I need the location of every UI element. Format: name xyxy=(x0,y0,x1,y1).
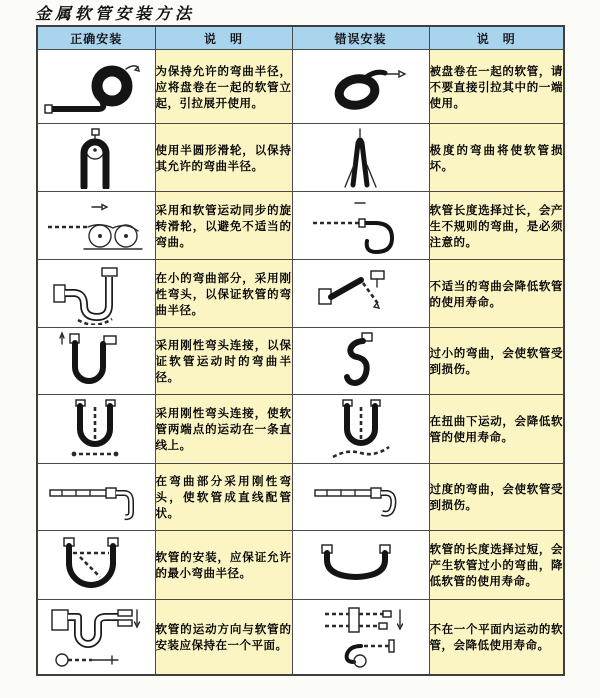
header-correct-install: 正确安装 xyxy=(37,26,155,50)
wrong-description: 被盘卷在一起的软管，请不要直接引拉其中的一端使用。 xyxy=(429,50,564,124)
correct-illustration-cell xyxy=(37,50,155,124)
correct-description: 采用刚性弯头连接，以保证软管运动时的弯曲半径。 xyxy=(155,328,292,395)
wrong-illustration-cell xyxy=(292,260,429,328)
straight-pipe-rigid-elbow-icon xyxy=(40,466,152,528)
correct-illustration-cell xyxy=(37,124,155,192)
overlong-hose-irregular-loop-icon xyxy=(305,195,417,257)
wrong-description: 软管长度选择过长，会产生不规则的弯曲，是必须注意的。 xyxy=(429,192,564,260)
installation-method-table xyxy=(36,25,565,676)
table-row xyxy=(37,260,564,328)
deep-u-minimum-bend-radius-icon xyxy=(40,533,152,597)
wrong-illustration-cell xyxy=(292,50,429,124)
straight-pipe-overbent-elbow-icon xyxy=(305,466,417,528)
correct-illustration-cell xyxy=(37,464,155,531)
wrong-illustration-cell xyxy=(292,395,429,464)
wrong-illustration-cell xyxy=(292,192,429,260)
correct-description: 采用刚性弯头连接，使软管两端点的运动在一条直线上。 xyxy=(155,395,292,464)
wrong-description: 过度的弯曲，会使软管受到损伤。 xyxy=(429,464,564,531)
correct-description: 在小的弯曲部分，采用刚性弯头，以保证软管的弯曲半径。 xyxy=(155,260,292,328)
table-row xyxy=(37,328,564,395)
rigid-elbow-u-connection-icon xyxy=(40,330,152,392)
table-row xyxy=(37,395,564,464)
correct-illustration-cell xyxy=(37,600,155,676)
wrong-illustration-cell xyxy=(292,464,429,531)
wrong-description: 不在一个平面内运动的软管，会降低使用寿命。 xyxy=(429,600,564,676)
correct-illustration-cell xyxy=(37,260,155,328)
table-row xyxy=(37,464,564,531)
too-small-bend-hook-icon xyxy=(305,330,417,392)
too-short-shallow-u-icon xyxy=(305,533,417,597)
correct-description: 使用半圆形滑轮，以保持其允许的弯曲半径。 xyxy=(155,124,292,192)
flat-coil-pulled-hose-icon xyxy=(305,54,417,120)
wrong-description: 不适当的弯曲会降低软管的使用寿命。 xyxy=(429,260,564,328)
extreme-sharp-bend-hose-icon xyxy=(305,127,417,189)
u-hose-ends-aligned-icon xyxy=(40,397,152,461)
standing-coil-hose-icon xyxy=(40,54,152,120)
out-of-plane-motion-hose-icon xyxy=(305,602,417,672)
hose-over-semicircular-pulley-icon xyxy=(40,127,152,189)
improper-angled-bend-icon xyxy=(305,263,417,325)
table-header-row xyxy=(37,26,564,50)
rigid-elbow-small-bend-icon xyxy=(40,263,152,325)
correct-illustration-cell xyxy=(37,531,155,600)
trap-pipe-same-plane-icon xyxy=(40,602,152,672)
wrong-illustration-cell xyxy=(292,124,429,192)
wrong-description: 在扭曲下运动，会降低软管的使用寿命。 xyxy=(429,395,564,464)
table-row xyxy=(37,531,564,600)
correct-description: 在弯曲部分采用刚性弯头，使软管成直线配管状。 xyxy=(155,464,292,531)
synchronized-rotating-pulleys-icon xyxy=(40,195,152,257)
u-hose-twisted-motion-icon xyxy=(305,397,417,461)
wrong-description: 极度的弯曲将使软管损坏。 xyxy=(429,124,564,192)
correct-illustration-cell xyxy=(37,328,155,395)
header-description-1: 说 明 xyxy=(155,26,292,50)
correct-description: 为保持允许的弯曲半径，应将盘卷在一起的软管立起，引拉展开使用。 xyxy=(155,50,292,124)
wrong-description: 过小的弯曲，会使软管受到损伤。 xyxy=(429,328,564,395)
correct-description: 软管的运动方向与软管的安装应保持在一个平面。 xyxy=(155,600,292,676)
table-row xyxy=(37,124,564,192)
table-row xyxy=(37,192,564,260)
correct-description: 采用和软管运动同步的旋转滑轮，以避免不适当的弯曲。 xyxy=(155,192,292,260)
correct-illustration-cell xyxy=(37,395,155,464)
page-title: 金属软管安装方法 xyxy=(35,4,196,23)
correct-illustration-cell xyxy=(37,192,155,260)
table-row xyxy=(37,50,564,124)
wrong-description: 软管的长度选择过短，会产生软管过小的弯曲，降低软管的使用寿命。 xyxy=(429,531,564,600)
wrong-illustration-cell xyxy=(292,531,429,600)
wrong-illustration-cell xyxy=(292,328,429,395)
table-row xyxy=(37,600,564,676)
correct-description: 软管的安装，应保证允许的最小弯曲半径。 xyxy=(155,531,292,600)
wrong-illustration-cell xyxy=(292,600,429,676)
header-wrong-install: 错误安装 xyxy=(292,26,429,50)
header-description-2: 说 明 xyxy=(429,26,564,50)
